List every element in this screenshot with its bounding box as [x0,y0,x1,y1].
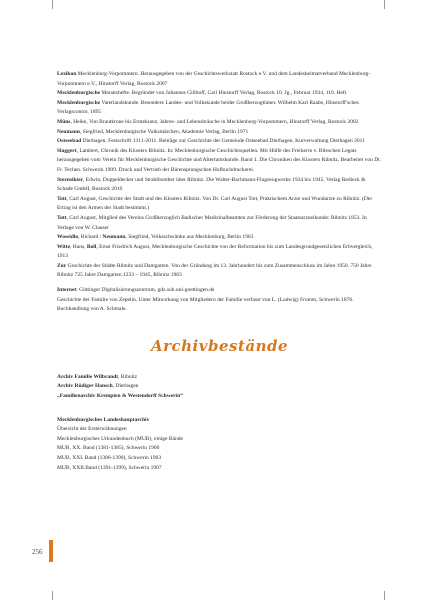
reference-entry [57,195,382,214]
ref-text: Vaterlandskunde. Besondere Landes- und Volkskunde beider Großherzogtümer. Wilhelm Karl Raabe, Hinstorff'sches Verlagscontor, 1895 [57,99,359,116]
crop-mark [384,591,385,600]
archive-location: , Dierhagen [112,383,139,390]
page-footer [32,548,47,556]
ref-author: Lexikon [57,71,77,77]
ref-text: , Ernst Friedrich August, Mecklenburgische Geschichte von der Reformation bis zum Landesgrundgesetzlichen Erbvergleich, 1913 [57,243,373,260]
crop-mark [52,591,53,600]
archive-title: Mecklenburgisches Landeshauptarchiv [57,416,150,423]
reference-entry [57,128,382,138]
ref-text: Dierhagen, Festschrift 1311-2011. Beiträge zur Geschichte der Gemeinde Ostseebad Dierhagen, Kurverwaltung Dierhagen 2011 [81,138,365,145]
ref-text: , Hans, [70,243,87,250]
archive-name: Archiv Rüdiger Hansch [57,383,113,390]
archive-name: Archiv Familie Wilbrandt [57,373,119,380]
ref-text: , Carl August, Geschichte der Stadt und des Klosters Ribnitz. Von Dr. Carl August Tott, Praktischem Arzte und Wundarzte zu Ribnitz. (Der Ertrag ist den Armen der Stadt bestimmt.) [57,195,373,212]
internet-reference-2: Geschichte der Familie von Zepelin. Unter Mitwirkung von Mitgliedern der Familie verfasst von L. (Ludwig) Fromm, Schwerin 1876. Buchhandlung von A. Schmale. [57,296,354,313]
archive-entry [57,392,382,402]
reference-entry [57,118,382,128]
archive-list [57,373,382,473]
reference-entry [57,262,382,281]
archive-location: „Familienarchiv Krempien & Westendorff Schwerin“ [57,393,183,400]
reference-entry [57,243,382,262]
archive-line: MUB, XX. Band (1381-1385), Schwerin 1900 [57,445,160,452]
ref-author: Tott [57,195,67,202]
ref-text: , Carl August, Mitglied des Vereins Großherzoglich Badischer Medizinalbeamten zur Förderung der Staatsarzneikunde: Ribnitz 1853. In Verlage von W. Clauser [57,214,367,231]
reference-entry [57,99,382,118]
ref-text: Mecklenburg-Vorpommern. Herausgegeben von der Geschichtswerkstatt Rostock e.V. und dem Landesheimatverband Mecklenburg-Vorpommern e.V., Hinstorff Verlag, Rostock 2007 [57,71,371,87]
ref-text: : Göttinger Digitalisierungszentrum, gdz.sub.uni-goettingen.de [76,287,215,294]
ref-author: Boll [86,243,97,250]
ref-text: , Siegfried, Mecklenburgische Volksmärchen, Akademie Verlag, Berlin 1971 [79,128,249,135]
ref-author: Ostseebad [57,138,82,145]
ref-text: Monatshefte. Begründet von Johannes Gillhoff, Carl Hinstorff Verlag, Rostock 10. Jg., Februar 1934, 110. Heft [100,90,347,97]
ref-author: Internet [57,287,77,294]
ref-author: Zur [57,262,67,269]
archive-line: MUB, XXI. Band (1386-1390), Schwerin 1903 [57,455,162,461]
archive-line: MUB, XXII.Band (1391-1399), Schwerin 1907 [57,464,162,471]
reference-entry [57,214,382,233]
page-number: 256 [32,548,43,556]
section-heading: Archivbestände [150,336,289,355]
ref-author: Tott [57,214,67,221]
ref-text: , Edwin, Doppeldecker und Strahlbomber über Ribnitz. Die Walter-Bachmann-Flugzeugwerke 1934 bis 1945, Verlag Redieck & Schade GmbH, Rostock 2010 [57,176,366,193]
reference-list [57,70,382,281]
ref-text: , Richard / [78,234,103,241]
archive-line: Übersicht der Ersterwähnungen [57,426,127,433]
archive-entry [57,382,382,392]
ref-author: Slaggert [57,147,77,154]
ref-text: , Siegfried, Volksschwänke aus Mecklenburg, Berlin 1963 [125,234,254,241]
archive-line: Mecklenburgisches Urkundenbuch (MUB), einige Bände [57,435,183,442]
page-accent-bar [49,540,53,562]
reference-entry [57,147,382,176]
crop-mark [52,0,53,9]
ref-author: Witte [57,243,71,250]
ref-text: Geschichte der Städte Ribnitz und Damgarten. Von der Gründung im 13. Jahrhundert bis zum Zusammenschluss im Jahre 1950. 750 Jahre Ribnitz 725 Jahre Damgarten.1233 – 1945, Ribnitz 1983 [57,262,372,279]
ref-author: Müns [57,118,71,125]
archive-location: , Ribnitz [118,373,138,380]
reference-entry [57,233,382,243]
crop-mark [384,0,385,9]
ref-author: Neumann [102,234,126,241]
ref-author: Mecklenburgische [57,90,101,97]
archive-entry [57,373,382,383]
ref-text: , Heike, Von Brautkrone bis Erntekranz, Jahres- und Lebensbräuche in Mecklenburg-Vorpommern, Hinstorff Verlag, Rostock 2002 [70,118,359,125]
ref-author: Wossidlo [57,234,79,241]
internet-reference [57,286,382,296]
ref-author: Mecklenburgische [57,99,101,106]
ref-text: , Lambert, Chronik des Klosters Ribnitz. In: Mecklenburgische Geschichtsquellen. Mit Hülfe des Freiherrn v. Bileschen Legats herausgegeben vom Verein für Mecklenburgische Geschichte und Altertumskunde. Band 1. Die Chroniken des Klosters Ribnitz. Bearbeitet von Dr. Fr. Techen. Schwerin 1909. Druck und Vertrieb der Bärensprungschen Hofbuchdruckerei. [57,147,382,173]
bibliography [57,70,382,473]
ref-author: Sternsikier [57,176,83,183]
reference-entry [57,176,382,195]
ref-author: Neumann [57,128,80,135]
reference-entry [57,89,382,99]
reference-entry [57,137,382,147]
reference-entry [57,70,382,89]
